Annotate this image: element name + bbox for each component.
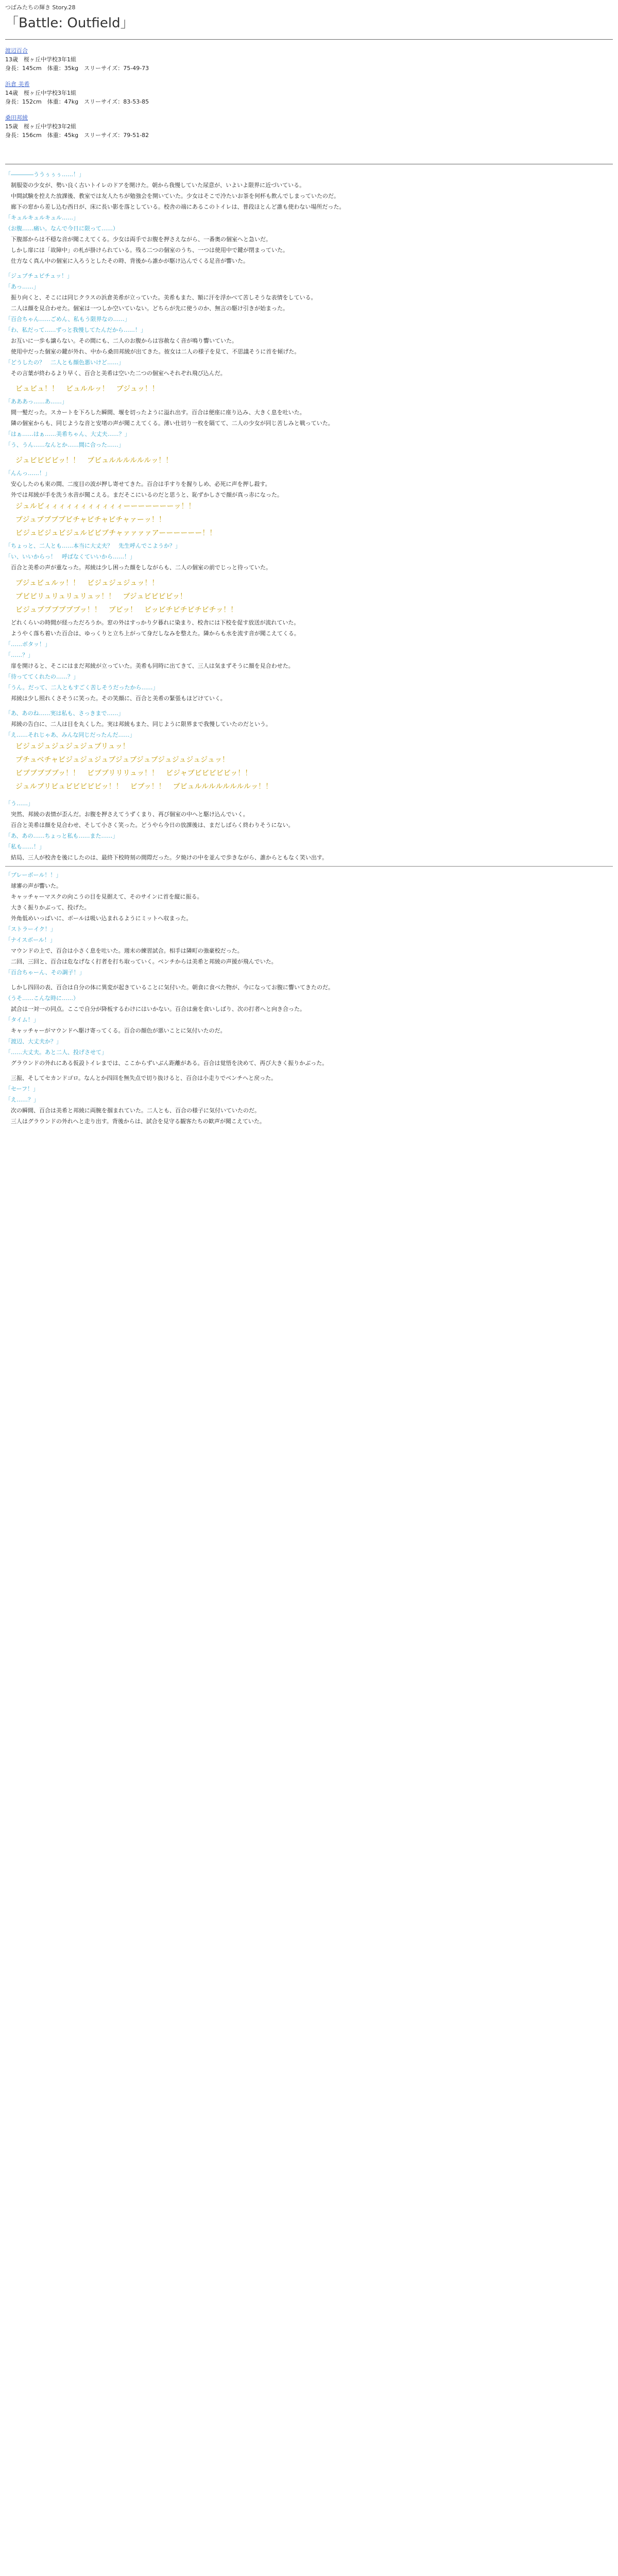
quote-line: 「どうしたの？ 二人とも顔色悪いけど……」	[5, 359, 124, 366]
story-paragraph: キャッチャーがマウンドへ駆け寄ってくる。百合の顔色が悪いことに気付いたのだ。	[11, 1027, 226, 1034]
character-profile	[5, 46, 613, 73]
quote-line: 「百合ちゃーん、その調子！」	[5, 969, 85, 976]
story-paragraph: グラウンドの外れにある仮設トイレまでは、ここからずいぶん距離がある。百合は覚悟を決めて、再び大きく振りかぶった。	[11, 1060, 328, 1066]
sound-effect: ジュルビィィィィィィィィィィィーーーーーーーッ！！	[15, 502, 196, 511]
paragraph-gap	[5, 705, 613, 709]
story-paragraph: 外角低めいっぱいに、ボールは吸い込まれるようにミットへ収まった。	[11, 915, 192, 922]
character-stats: 身長：156cm 体重：45kg スリーサイズ：79-51-82	[5, 132, 149, 139]
character-profiles	[5, 46, 613, 147]
story-paragraph: マウンドの上で、百合は小さく息を吐いた。週末の練習試合。相手は隣町の強豪校だった。	[11, 947, 243, 954]
quote-line: 「い、いいからっ！ 呼ばなくていいから……！」	[5, 553, 135, 560]
character-name-link[interactable]: 浜倉 美希	[5, 81, 30, 88]
dialogue-line: 「キュルキュルキュル……」	[5, 214, 79, 221]
story-paragraph: 邦綾の告白に、二人は目を丸くした。実は邦綾もまた、同じように限界まで我慢していたのだという。	[11, 721, 271, 727]
sound-effect: ブビビリュリュリュリュッ！！ ブジュビビビビッ！	[15, 592, 187, 601]
character-name-link[interactable]: 渡辺百合	[5, 47, 28, 54]
quote-line: 「あ、あの……ちょっと私も……また……」	[5, 833, 118, 839]
paragraph-gap	[5, 795, 613, 799]
story-paragraph: 間一髪だった。スカートを下ろした瞬間、堰を切ったように溢れ出す。百合は便座に座り込み、大きく息を吐いた。	[11, 409, 305, 416]
story-paragraph: しかし扉には「故障中」の札が掛けられている。残る二つの個室のうち、一つは使用中で鍵が閉まっていた。	[11, 247, 288, 253]
story-paragraph: 下腹部からは不穏な音が聞こえてくる。少女は両手でお腹を押さえながら、一番奥の個室へと急いだ。	[11, 236, 271, 243]
paragraph-gap	[5, 1070, 613, 1074]
quote-line: 「う……」	[5, 800, 33, 807]
quote-line: 「……大丈夫。あと二人、投げさせて」	[5, 1049, 107, 1056]
quote-line: 「待っててくれたの……？」	[5, 673, 79, 680]
story-paragraph: 扉を開けると、そこにはまだ邦綾が立っていた。美希も同時に出てきて、三人は気まずそうに顔を見合わせた。	[11, 663, 294, 669]
quote-line: （うそ……こんな時に……）	[5, 995, 79, 1002]
story-paragraph: 結局、三人が校舎を後にしたのは、最終下校時刻の間際だった。夕焼けの中を並んで歩きながら、誰からともなく笑い出す。	[11, 854, 328, 861]
quote-line: 「ナイスボール！」	[5, 937, 56, 943]
sound-effect: ブジュブブブブビチャビチャビチャァーッ！！	[15, 516, 166, 524]
paragraph-gap	[5, 574, 613, 578]
story-paragraph: しかし四回の表、百合は自分の体に異変が起きていることに気付いた。朝食に食べた物が、今になってお腹に響いてきたのだ。	[11, 984, 334, 991]
sound-effect: ブチュベチャビジュジュジュブジュブジュブジュジュジュジュッ！	[15, 756, 229, 764]
quote-line: 「百合ちゃん……ごめん、私もう限界なの……」	[5, 316, 130, 323]
story-paragraph: 二人は顔を見合わせた。個室は一つしか空いていない。どちらが先に使うのか、無言の駆け引きが始まった。	[11, 305, 288, 312]
character-name-link[interactable]: 桑田邦綾	[5, 114, 28, 121]
paragraph-gap	[5, 267, 613, 272]
quote-line: 「はぁ……はぁ……美希ちゃん、大丈夫……？」	[5, 431, 130, 437]
paragraph-gap	[5, 451, 613, 455]
quote-line: 「あ、あのね……実は私も、さっきまで……」	[5, 710, 124, 717]
character-profile	[5, 113, 613, 140]
story-paragraph: 使用中だった個室の鍵が外れ、中から桑田邦綾が出てきた。彼女は二人の様子を見て、不思議そうに首を傾げた。	[11, 348, 300, 355]
quote-line: 「ストラーイク！」	[5, 926, 56, 933]
sound-effect: ブジュビュルッ！！ ビジュジュジュッ！！	[15, 579, 159, 587]
quote-line: 「う、うん……なんとか……間に合った……」	[5, 442, 124, 448]
story-paragraph: その言葉が終わるより早く、百合と美希は空いた二つの個室へそれぞれ飛び込んだ。	[11, 370, 226, 377]
sound-effect: ビジュビジュビジュルビビブチャァァァァアーーーーーー！！	[15, 529, 217, 537]
character-profile	[5, 80, 613, 106]
story-paragraph: 三振、そしてセカンドゴロ。なんとか四回を無失点で切り抜けると、百合は小走りでベンチへと戻った。	[11, 1075, 277, 1081]
quote-line: 「……ボタッ！」	[5, 641, 50, 648]
story-paragraph: 廊下の窓から差し込む西日が、床に長い影を落としている。校舎の端にあるこのトイレは、普段ほとんど誰も使わない場所だった。	[11, 204, 345, 210]
story-paragraph: 球審の声が響いた。	[11, 883, 62, 889]
dialogue-line: 「んんっ……！」	[5, 470, 50, 477]
sound-effect: ジュルブリビュビビビビビッ！！ ビブッ！！ ブビュルルルルルルルルッ！！	[15, 783, 273, 791]
story-paragraph: 隣の個室からも、同じような音と安堵の声が聞こえてくる。薄い仕切り一枚を隔てて、二人の少女が同じ苦しみと戦っていた。	[11, 420, 334, 427]
story-paragraph: 安心したのも束の間、二度目の波が押し寄せてきた。百合は手すりを握りしめ、必死に声を押し殺す。	[11, 481, 271, 487]
paragraph-gap	[5, 380, 613, 384]
character-stats: 身長：145cm 体重：35kg スリーサイズ：75-49-73	[5, 65, 149, 72]
story-paragraph: 邦綾は少し照れくさそうに笑った。その笑顔に、百合と美希の緊張もほどけていく。	[11, 695, 226, 702]
quote-line: 「ちょっと、二人とも……本当に大丈夫？ 先生呼んでこようか？」	[5, 543, 181, 549]
sound-effect: ビュビュ！！ ビュルルッ！ ブジュッ！！	[15, 385, 159, 393]
sound-effect: ビジュジュジュジュジュブリュッ！	[15, 742, 130, 751]
quote-line: 「私も……！」	[5, 843, 45, 850]
character-class: 15歳 桜ヶ丘中学校3年2組	[5, 123, 76, 130]
dialogue-line: 「ジュプチュピチュッ！」	[5, 273, 73, 279]
quote-line: 「……？」	[5, 652, 33, 658]
story-paragraph: ようやく落ち着いた百合は、ゆっくりと立ち上がって身だしなみを整えた。隣からも水を流す音が聞こえてくる。	[11, 630, 300, 637]
story-paragraph: 制服姿の少女が、勢い良く古いトイレのドアを開けた。朝から我慢していた尿意が、いよいよ限界に近づいている。	[11, 182, 305, 189]
character-class: 14歳 桜ヶ丘中学校3年1組	[5, 90, 76, 96]
quote-line: 「え……それじゃあ、みんな同じだったんだ……」	[5, 732, 135, 738]
page-title: 「Battle: Outfield」	[5, 15, 134, 31]
story-paragraph: 外では邦綾が手を洗う水音が聞こえる。まだそこにいるのだと思うと、恥ずかしさで顔が真っ赤になった。	[11, 492, 283, 498]
section-divider	[5, 866, 613, 867]
quote-line: 「セーフ！」	[5, 1086, 39, 1092]
dialogue-line: 「あああっ……あ……」	[5, 398, 67, 405]
quote-line: 「わ、私だって……ずっと我慢してたんだから……！」	[5, 327, 146, 333]
quote-line: 「渡辺、大丈夫か？」	[5, 1038, 62, 1045]
story-paragraph: 次の瞬間、百合は美希と邦綾に両腕を掴まれていた。二人とも、百合の様子に気付いていたのだ。	[11, 1107, 260, 1114]
story-paragraph: 試合は一対一の同点。ここで自分が降板するわけにはいかない。百合は歯を食いしばり、次の打者へと向き合った。	[11, 1006, 305, 1012]
quote-line: 「うん。だって、二人ともすごく苦しそうだったから……」	[5, 684, 159, 691]
quote-line: （お腹……痛い。なんで今日に限って……）	[5, 225, 118, 232]
story-paragraph: キャッチャーマスクの向こうの目を見据えて、そのサインに首を縦に振る。	[11, 893, 203, 900]
sound-effect: ビブブブブブッ！！ ビブブリリリュッ！！ ビジャブビビビビビッ！！	[15, 769, 252, 777]
character-class: 13歳 桜ヶ丘中学校3年1組	[5, 56, 76, 63]
story-paragraph: どれくらいの時間が経っただろうか。窓の外はすっかり夕暮れに染まり、校舎には下校を促す放送が流れていた。	[11, 619, 300, 626]
breadcrumb[interactable]: つばみたちの輝き Story.28	[5, 4, 76, 11]
story-paragraph: 百合と美希の声が重なった。邦綾は少し困った顔をしながらも、二人の個室の前でじっと待っていた。	[11, 564, 271, 571]
story-paragraph: 仕方なく真ん中の個室に入ろうとしたその時、背後から誰かが駆け込んでくる足音が響いた。	[11, 258, 249, 264]
story-paragraph: 大きく振りかぶって、投げた。	[11, 904, 90, 911]
sound-effect: ジュビビビビッ！！ ブビュルルルルルルッ！！	[15, 456, 173, 465]
quote-line: 「え……？」	[5, 1096, 39, 1103]
story-paragraph: お互いに一歩も譲らない。その間にも、二人のお腹からは容赦なく音が鳴り響いていた。	[11, 337, 237, 344]
quote-line: 「あっ……」	[5, 283, 39, 290]
story-paragraph: 三人はグラウンドの外れへと走り出す。背後からは、試合を見守る観客たちの歓声が聞こえていた。	[11, 1118, 265, 1125]
quote-line: 「――――ううぅぅぅ……！」	[5, 171, 84, 178]
paragraph-gap	[5, 979, 613, 983]
story-paragraph: 百合と美希は顔を見合わせ、そして小さく笑った。どうやら今日の放課後は、まだしばらく終わりそうにない。	[11, 822, 294, 828]
character-stats: 身長：152cm 体重：47kg スリーサイズ：83-53-85	[5, 98, 149, 105]
sound-effect: ビジュブブブブブブッ！！ ブビッ！ ビッビチビチビチビチッ！！	[15, 606, 238, 614]
divider	[5, 39, 613, 40]
story-paragraph: 中間試験を控えた放課後、教室では友人たちが勉強会を開いていた。少女はそこで冷たいお茶を何杯も飲んでしまっていたのだ。	[11, 193, 339, 199]
story-paragraph: 二回、三回と、百合は危なげなく打者を打ち取っていく。ベンチからは美希と邦綾の声援が飛んでいた。	[11, 958, 277, 965]
story-body	[5, 170, 613, 1128]
quote-line: 「プレーボール！！」	[5, 872, 62, 878]
story-paragraph: 突然、邦綾の表情が歪んだ。お腹を押さえてうずくまり、再び個室の中へと駆け込んでいく。	[11, 811, 249, 818]
story-paragraph: 振り向くと、そこには同じクラスの浜倉美希が立っていた。美希もまた、額に汗を浮かべて苦しそうな表情をしている。	[11, 294, 317, 301]
quote-line: 「タイム！」	[5, 1016, 39, 1023]
